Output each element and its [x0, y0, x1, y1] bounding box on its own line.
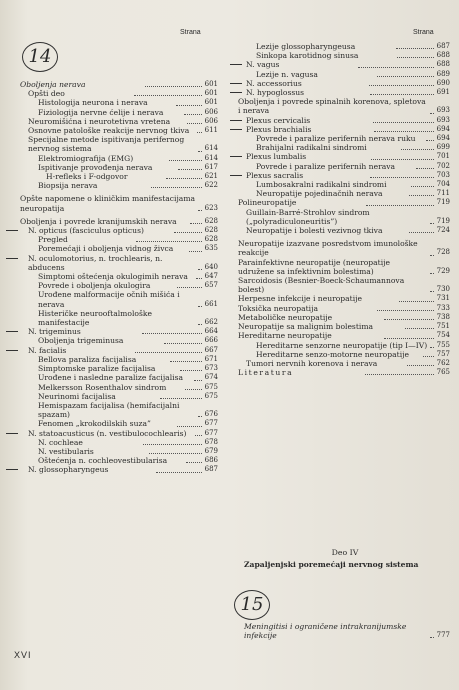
toc-entry [20, 272, 220, 281]
toc-entry [238, 198, 452, 207]
toc-entry-title: Fiziologija nervne ćelije i nerava [38, 107, 164, 117]
toc-entry-title: Neuromišićna i neurotetivna vretena [28, 116, 171, 126]
toc-entry-title: Oboljenja trigeminusa [38, 336, 124, 346]
toc-entry [238, 294, 452, 303]
toc-entry [20, 226, 220, 235]
toc-entry-page: 690 [436, 78, 451, 87]
page-footer-number: XVI [14, 650, 32, 660]
toc-entry [20, 290, 220, 308]
pen-mark [230, 175, 242, 176]
toc-entry-title: Plexus lumbalis [246, 152, 307, 162]
toc-entry-title: Polineuropatije [238, 198, 297, 208]
pen-mark [230, 120, 242, 121]
toc-entry-page: 765 [436, 368, 450, 377]
page-header-right: Strana [413, 29, 434, 36]
toc-entry [20, 327, 220, 336]
toc-entry-title: N. accessorius [246, 78, 302, 88]
toc-entry-page: 623 [204, 203, 218, 212]
toc-entry-title: Urođene i nasledne paralize facijalisa [38, 373, 183, 383]
toc-entry-title: Neuropatije sa malignim bolestima [238, 322, 374, 332]
toc-entry [20, 336, 220, 345]
toc-entry-page: 693 [436, 106, 450, 115]
toc-entry-title: Literatura [238, 368, 294, 378]
toc-entry-title: Neuropatije izazvane posredstvom imunološke reakcije [238, 239, 418, 258]
toc-entry-title: Fenomen „krokodilskih suza” [38, 419, 151, 429]
toc-entry-page: 704 [436, 180, 450, 189]
toc-entry-title: Simptomske paralize facijalisa [38, 364, 156, 374]
toc-entry [238, 134, 452, 143]
toc-entry [20, 154, 220, 163]
toc-entry [238, 208, 452, 226]
toc-entry-title: Oboljenja i povrede kranijumskih nerava [20, 216, 177, 226]
toc-entry [20, 383, 220, 392]
toc-entry [238, 368, 452, 377]
toc-entry-title: Simptomi oštećenja okulogimih nerava [38, 272, 188, 282]
toc-entry [238, 88, 452, 97]
toc-entry-page: 687 [436, 42, 450, 50]
toc-entry [20, 163, 220, 172]
toc-entry-title: Hereditarne senzorne neuropatije (tip I—IV) [256, 340, 428, 350]
toc-entry-title: Plexus sacralis [246, 170, 304, 180]
toc-entry-page: 601 [204, 89, 218, 98]
toc-entry [238, 322, 452, 331]
toc-entry-page: 614 [204, 153, 218, 162]
toc-entry-page: 689 [436, 69, 451, 78]
toc-entry [238, 276, 452, 294]
toc-entry-title: Hemispazam facijalisa (hemifacijalni spazam) [38, 400, 180, 420]
toc-entry [20, 244, 220, 253]
toc-entry-title: Plexus cervicalis [246, 115, 311, 125]
toc-entry-page: 701 [436, 152, 450, 161]
toc-entry [20, 373, 220, 382]
toc-entry-title: Neuropatije pojedinačnih nerava [256, 189, 383, 199]
toc-entry [238, 180, 452, 189]
toc-entry [238, 341, 452, 350]
toc-entry-page: 674 [204, 373, 218, 382]
toc-entry-title: Oboljenja i povrede spinalnih korenova, spletova i nerava [238, 97, 426, 116]
page-header-left: Strana [180, 29, 201, 36]
toc-entry [20, 429, 220, 438]
toc-entry-title: Melkersson Rosenthalov sindrom [38, 382, 167, 392]
toc-entry [238, 313, 452, 322]
toc-entry-title: Opšti deo [28, 89, 65, 99]
toc-entry-page: 724 [436, 226, 450, 235]
toc-entry-page: 702 [436, 161, 451, 170]
toc-entry-page: 677 [204, 419, 218, 428]
toc-entry-page: 606 [204, 107, 218, 116]
toc-entry-title: Oboljenja nerava [20, 80, 86, 89]
part-heading: Deo IV [331, 548, 359, 557]
toc-entry-title: N. facialis [28, 345, 67, 355]
toc-entry [20, 117, 220, 126]
toc-entry [238, 331, 452, 340]
toc-entry-page: 757 [436, 349, 451, 358]
toc-entry-title: Povrede i paralize perifernih nerava [256, 161, 396, 171]
pen-mark [6, 230, 18, 231]
pen-mark [230, 129, 242, 130]
toc-entry-page: 675 [204, 382, 219, 391]
toc-entry-title: N. opticus (fasciculus opticus) [28, 226, 144, 236]
toc-entry [238, 350, 452, 359]
toc-entry-title: Elektromiografija (EMG) [38, 153, 134, 163]
toc-entry-title: Neurinomi facijalisa [38, 391, 116, 401]
toc-entry-page: 617 [204, 162, 218, 171]
toc-entry [20, 108, 220, 117]
toc-entry-page: 601 [204, 80, 219, 88]
toc-entry-title: Metaboličke neuropatije [238, 312, 333, 322]
toc-entry [238, 70, 452, 79]
toc-entry-page: 694 [436, 124, 451, 133]
toc-entry-title: Specijalne metode ispitivanja perifernog nervnog sistema [28, 135, 185, 154]
toc-entry-page: 686 [204, 456, 219, 465]
toc-entry-page: 664 [204, 327, 219, 336]
toc-entry-page: 628 [204, 226, 218, 235]
toc-entry-title: Povrede i oboljenja okulogira [38, 281, 151, 291]
part-entry-page: 777 [436, 631, 450, 640]
toc-entry [20, 89, 220, 98]
toc-entry-title: Lezije n. vagusa [256, 69, 318, 79]
toc-entry-page: 676 [204, 410, 218, 419]
toc-entry [20, 438, 220, 447]
toc-entry [20, 135, 220, 153]
pen-mark [230, 83, 242, 84]
pen-mark [6, 469, 18, 470]
pen-mark [6, 258, 18, 259]
pen-mark [6, 433, 18, 434]
toc-entry-page: 622 [204, 181, 218, 190]
toc-entry [20, 355, 220, 364]
toc-entry [238, 304, 452, 313]
toc-entry [20, 465, 220, 474]
toc-entry-page: 694 [436, 134, 450, 143]
toc-entry-title: N. vestibularis [38, 446, 94, 456]
toc-entry-title: Hereditarne senzo-motorne neuropatije [256, 349, 409, 359]
toc-entry [238, 116, 452, 125]
toc-entry [20, 194, 220, 212]
toc-entry [238, 97, 452, 115]
toc-entry-title: N. hypoglossus [246, 88, 305, 98]
toc-entry-page: 693 [436, 115, 450, 124]
pen-mark [230, 64, 242, 65]
toc-entry [20, 364, 220, 373]
toc-entry-page: 635 [204, 244, 219, 253]
toc-entry-title: Sinkopa karotidnog sinusa [256, 51, 359, 61]
toc-entry [238, 51, 452, 60]
pen-mark [230, 92, 242, 93]
toc-entry [238, 60, 452, 69]
toc-entry-title: Pregled [38, 235, 68, 245]
toc-entry [238, 162, 452, 171]
toc-entry [20, 235, 220, 244]
toc-left-list [20, 80, 220, 475]
toc-entry-page: 614 [204, 144, 218, 153]
toc-entry-title: Bellova paraliza facijalisa [38, 354, 137, 364]
toc-entry-page: 677 [204, 428, 218, 437]
toc-entry-page: 738 [436, 312, 451, 321]
toc-entry [20, 447, 220, 456]
toc-entry [238, 143, 452, 152]
toc-entry-title: N. trigeminus [28, 327, 81, 337]
toc-entry [238, 226, 452, 235]
toc-entry-title: Hereditarne neuropatije [238, 331, 332, 341]
toc-entry-page: 688 [436, 60, 451, 69]
toc-entry [238, 152, 452, 161]
toc-entry-title: Histeričke neurooftalmološke manifestacije [38, 308, 152, 328]
toc-entry-page: 719 [436, 216, 450, 225]
toc-entry-title: Plexus brachialis [246, 124, 312, 134]
toc-entry-page: 733 [436, 303, 450, 312]
toc-entry-page: 687 [204, 465, 219, 474]
toc-entry-page: 611 [204, 126, 219, 135]
toc-entry-page: 729 [436, 266, 450, 275]
pen-mark [6, 331, 18, 332]
part-title: Zapaljenjski poremećaji nervnog sistema [244, 560, 419, 569]
toc-entry-title: Neuropatije i bolesti vezivnog tkiva [246, 226, 383, 236]
toc-entry-title: Biopsija nerava [38, 181, 98, 191]
toc-entry-page: 606 [204, 116, 218, 125]
toc-entry [20, 98, 220, 107]
toc-entry-page: 762 [436, 358, 451, 367]
toc-entry-page: 751 [436, 322, 451, 331]
toc-entry [20, 281, 220, 290]
toc-entry [20, 80, 220, 89]
toc-entry-title: Herpesne infekcije i neuropatije [238, 294, 363, 304]
toc-entry-page: 667 [204, 345, 219, 354]
toc-entry [238, 125, 452, 134]
toc-entry [20, 181, 220, 190]
toc-entry-page: 661 [204, 299, 218, 308]
toc-entry [238, 258, 452, 276]
toc-entry-page: 679 [204, 446, 218, 455]
toc-entry-page: 647 [204, 272, 218, 281]
toc-entry-page: 671 [204, 354, 219, 363]
toc-entry-title: Osnovne patološke reakcije nervnog tkiva [28, 126, 190, 136]
toc-entry-page: 728 [436, 248, 450, 257]
toc-entry-page: 657 [204, 281, 219, 290]
toc-entry-page: 731 [436, 294, 451, 303]
toc-entry [238, 171, 452, 180]
toc-entry [20, 126, 220, 135]
toc-entry-title: Poremećaji i oboljenja vidnog živca [38, 244, 174, 254]
toc-entry-page: 711 [436, 189, 450, 198]
toc-entry-page: 699 [436, 143, 450, 152]
toc-entry [20, 217, 220, 226]
toc-entry-page: 675 [204, 391, 218, 400]
toc-entry [20, 392, 220, 401]
toc-entry-page: 666 [204, 336, 218, 345]
toc-entry [20, 254, 220, 272]
toc-entry-page: 673 [204, 364, 219, 373]
toc-entry-title: Guillain-Barré-Strohlov sindrom („polyradiculoneuritis”) [246, 207, 370, 226]
toc-entry-page: 662 [204, 318, 218, 327]
toc-entry-page: 691 [436, 88, 451, 97]
chapter-number-left: 14 [22, 42, 58, 72]
toc-entry [20, 172, 220, 181]
toc-entry-title: N. glossopharyngeus [28, 465, 109, 475]
toc-entry-page: 628 [204, 216, 219, 225]
toc-entry-page: 755 [436, 340, 450, 349]
toc-entry [20, 401, 220, 419]
toc-entry-title: Lezije glossopharyngeusa [256, 42, 356, 51]
toc-entry-title: Oštećenja n. cochleovestibularisa [38, 456, 168, 466]
toc-entry [238, 239, 452, 257]
toc-entry-title: N. vagus [246, 60, 280, 70]
toc-entry-page: 754 [436, 331, 451, 340]
toc-entry [20, 309, 220, 327]
toc-entry-title: N. cochleae [38, 437, 83, 447]
toc-entry [20, 346, 220, 355]
part-entry-title: Meningitisi i ograničene intrakranijumske infekcije [244, 622, 407, 641]
toc-entry-title: Histologija neurona i nerava [38, 98, 148, 108]
toc-entry-title: N. statoacusticus (n. vestibulocochlearis) [28, 428, 187, 438]
toc-entry [238, 79, 452, 88]
toc-entry [238, 42, 452, 51]
toc-entry-page: 640 [204, 262, 218, 271]
pen-mark [6, 350, 18, 351]
pen-mark [230, 156, 242, 157]
toc-entry [238, 359, 452, 368]
toc-entry-page: 628 [204, 235, 219, 244]
toc-entry-page: 601 [204, 98, 219, 107]
toc-entry-title: Lumbosakralni radikalni sindromi [256, 180, 387, 190]
toc-entry-title: H-refleks i F-odgovor [46, 172, 128, 182]
toc-entry [238, 189, 452, 198]
part-entry [244, 622, 452, 640]
toc-entry-title: Urođene malformacije očnih mišića i nerava [38, 290, 180, 309]
toc-entry-title: Opšte napomene o kliničkim manifestacijama neuropatija [20, 194, 196, 213]
toc-entry-page: 678 [204, 437, 218, 446]
toc-entry [20, 456, 220, 465]
toc-entry-title: Toksička neuropatija [238, 303, 318, 313]
toc-entry-title: Tumori nervnih korenova i nerava [246, 358, 378, 368]
toc-entry-page: 621 [204, 172, 219, 181]
toc-entry-page: 730 [436, 285, 450, 294]
toc-right-list [238, 42, 452, 377]
toc-entry-title: Ispitivanje provođenja nerava [38, 162, 153, 172]
toc-entry-page: 719 [436, 198, 450, 207]
toc-entry-title: Sarcoidosis (Besnier-Boeck-Schaumannova bolest) [238, 276, 405, 295]
toc-entry [20, 419, 220, 428]
toc-entry-title: N. oculomotorius, n. trochlearis, n. abducens [28, 253, 163, 272]
toc-entry-title: Brahijalni radikalni sindromi [256, 143, 367, 153]
toc-entry-title: Parainfektivne neuropatije (neuropatije udružene sa infektivnim bolestima) [238, 257, 391, 276]
toc-entry-page: 688 [436, 51, 451, 60]
toc-entry-title: Povrede i paralize perifernih nerava ruku [256, 134, 416, 144]
chapter-number-right: 15 [234, 590, 270, 620]
toc-entry-page: 703 [436, 170, 451, 179]
